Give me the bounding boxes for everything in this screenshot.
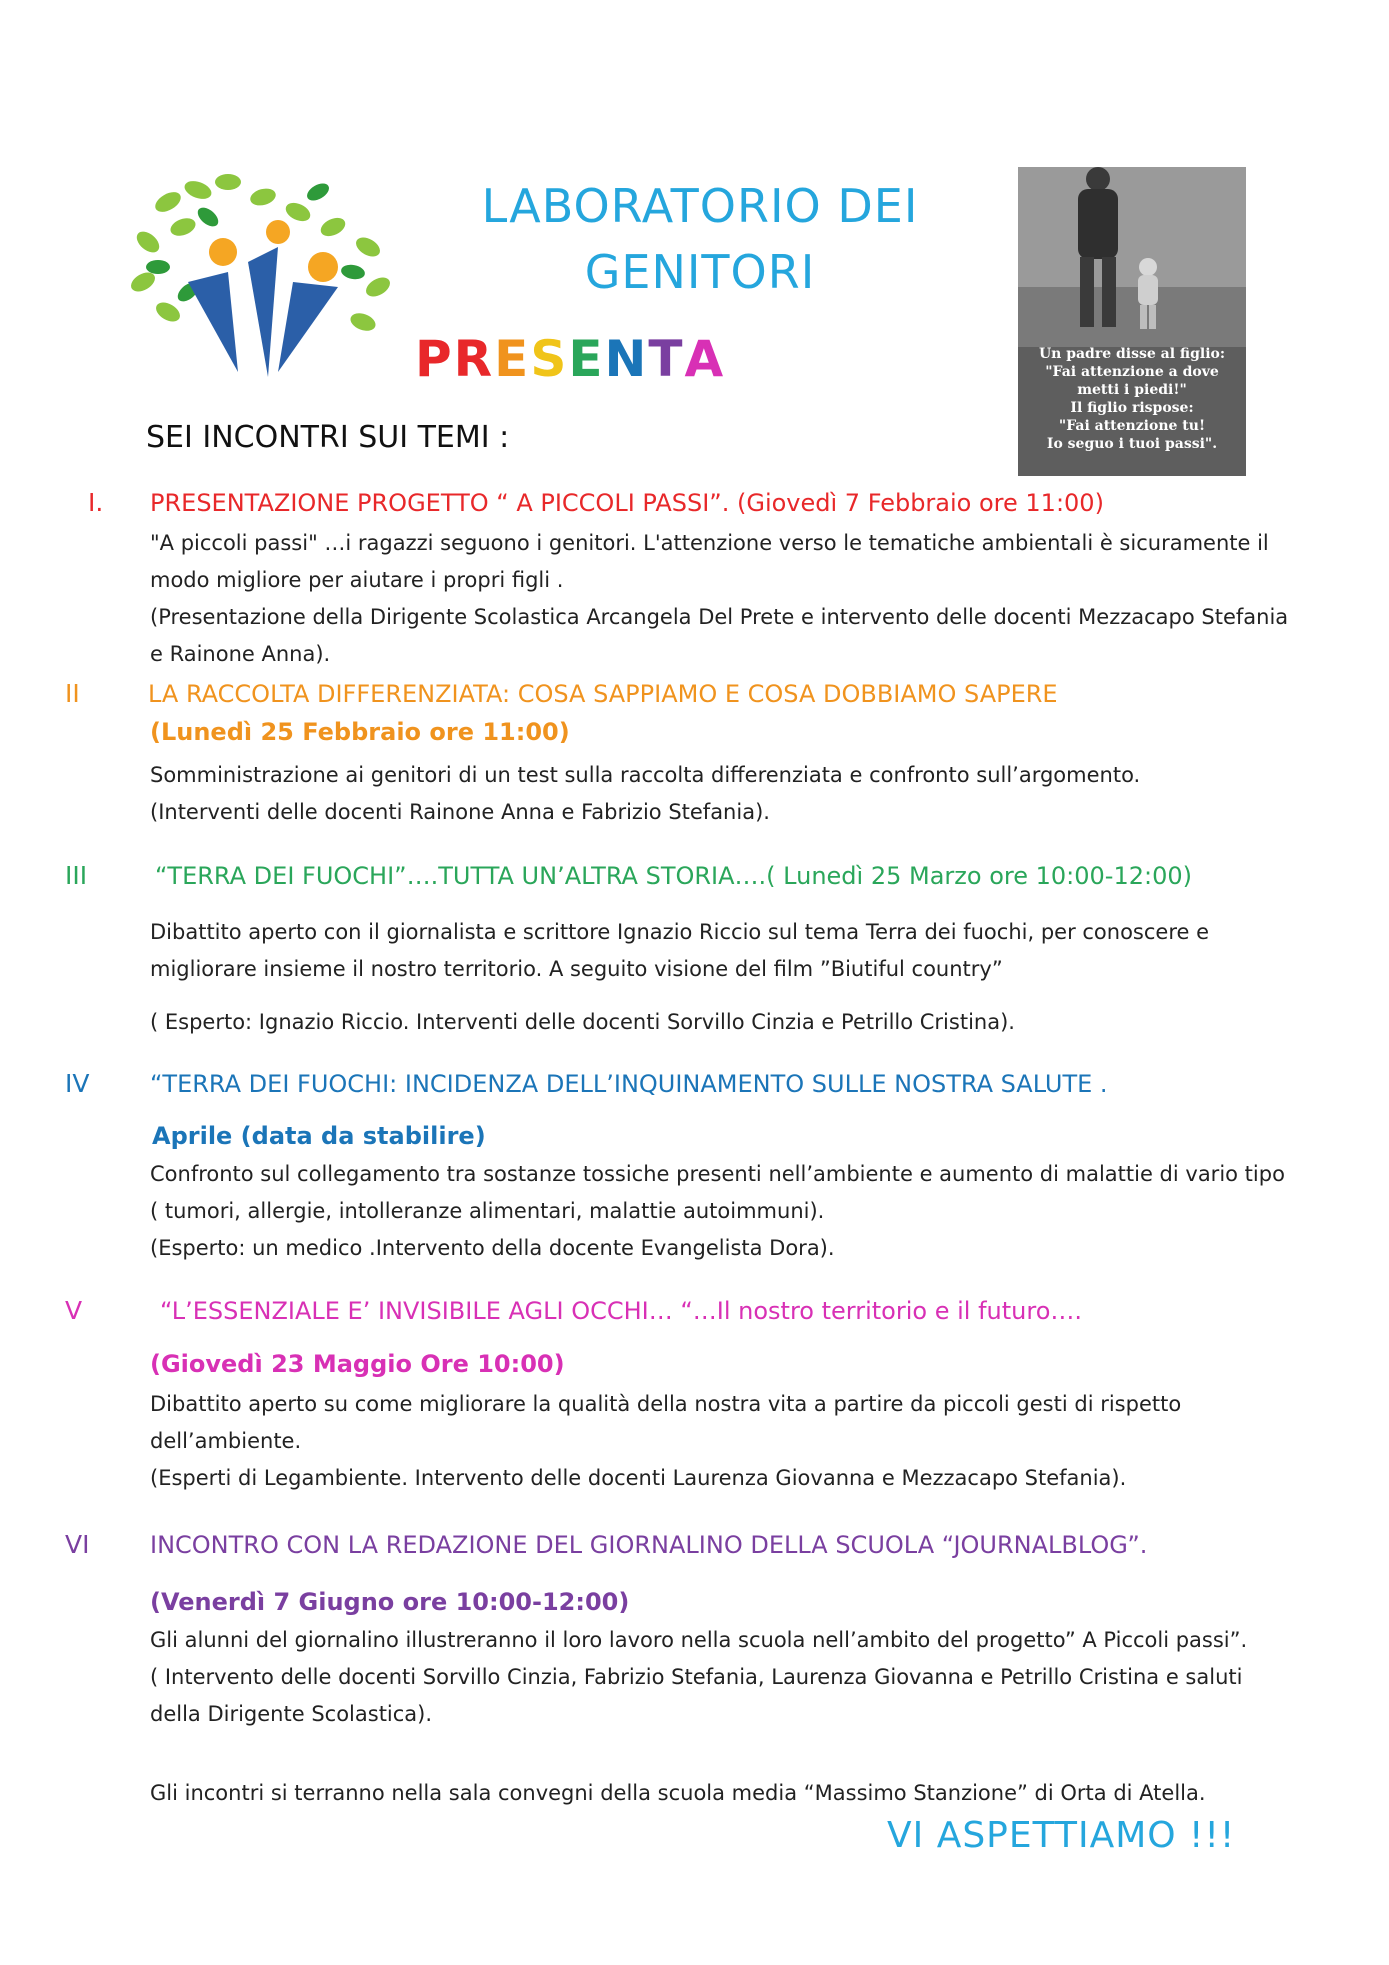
body-line: Somministrazione ai genitori di un test sulla raccolta differenziata e confronto sull’argomento. [150,763,1141,787]
body-line: Dibattito aperto su come migliorare la qualità della nostra vita a partire da piccoli gesti di rispetto [150,1392,1182,1416]
body-line: Gli alunni del giornalino illustreranno il loro lavoro nella scuola nell’ambito del progetto” A Piccoli passi”. [150,1628,1248,1652]
section-1-numeral: I. [88,488,104,517]
body-line: (Presentazione della Dirigente Scolastica Arcangela Del Prete e intervento delle docenti Mezzacapo Stefania [150,605,1289,629]
section-1-body [150,525,1350,673]
section-2-numeral: II [65,679,80,708]
caption-line: Un padre disse al figlio: [1038,346,1226,362]
section-6-heading: INCONTRO CON LA REDAZIONE DEL GIORNALINO DELLA SCUOLA “JOURNALBLOG”. [150,1531,1148,1559]
caption-line: "Fai attenzione a dove [1045,364,1219,380]
body-line: (Esperti di Legambiente. Intervento delle docenti Laurenza Giovanna e Mezzacapo Stefania). [150,1466,1127,1490]
body-line: "A piccoli passi" …i ragazzi seguono i genitori. L'attenzione verso le tematiche ambientali è sicuramente il [150,531,1269,555]
presenta-letter: N [604,330,649,388]
presenta-letter: S [530,330,569,388]
section-5-heading: “L’ESSENZIALE E’ INVISIBILE AGLI OCCHI… “…Il nostro territorio e il futuro…. [160,1297,1083,1325]
father-son-photo [1018,167,1246,476]
section-6-date: (Venerdì 7 Giugno ore 10:00-12:00) [150,1588,630,1616]
section-4-numeral: IV [65,1069,90,1098]
presenta-letter: E [568,330,605,388]
location-note: Gli incontri si terranno nella sala convegni della scuola media “Massimo Stanzione” di Orta di Atella. [150,1781,1206,1805]
caption-line: Io seguo i tuoi passi". [1046,436,1218,452]
section-4-heading: “TERRA DEI FUOCHI: INCIDENZA DELL’INQUINAMENTO SULLE NOSTRA SALUTE . [150,1070,1108,1098]
presenta-letter: P [415,330,454,388]
photo-caption [1018,345,1246,453]
section-4-date: Aprile (data da stabilire) [152,1122,486,1150]
body-line: Dibattito aperto con il giornalista e scrittore Ignazio Riccio sul tema Terra dei fuochi, per conoscere e [150,920,1210,944]
section-3-experts: ( Esperto: Ignazio Riccio. Interventi delle docenti Sorvillo Cinzia e Petrillo Cristina). [150,1010,1015,1034]
presenta-letter: T [648,330,685,388]
body-line: (Interventi delle docenti Rainone Anna e Fabrizio Stefania). [150,800,770,824]
presenta-letter: E [494,330,531,388]
section-5-body [150,1386,1350,1497]
section-5-numeral: V [65,1296,83,1325]
section-6-body [150,1622,1350,1733]
body-line: e Rainone Anna). [150,642,331,666]
section-4-body [150,1156,1350,1267]
caption-line: "Fai attenzione tu! [1058,418,1206,434]
body-line: ( tumori, allergie, intolleranze alimentari, malattie autoimmuni). [150,1199,825,1223]
body-line: modo migliore per aiutare i propri figli . [150,568,564,592]
caption-line: Il figlio rispose: [1070,400,1194,416]
presenta-letter: A [684,330,726,388]
caption-line: metti i piedi!" [1077,382,1187,398]
presenta-letter: R [453,330,495,388]
body-line: migliorare insieme il nostro territorio. A seguito visione del film ”Biutiful country” [150,957,1003,981]
section-1-heading: PRESENTAZIONE PROGETTO “ A PICCOLI PASSI”. (Giovedì 7 Febbraio ore 11:00) [150,489,1104,517]
section-3-numeral: III [65,861,88,890]
section-3-heading: “TERRA DEI FUOCHI”….TUTTA UN’ALTRA STORIA….( Lunedì 25 Marzo ore 10:00-12:00) [155,862,1192,890]
section-2-body [150,757,1350,831]
body-line: Confronto sul collegamento tra sostanze tossiche presenti nell’ambiente e aumento di malattie di vario tipo [150,1162,1285,1186]
section-5-date: (Giovedì 23 Maggio Ore 10:00) [150,1350,565,1378]
intro-text: SEI INCONTRI SUI TEMI : [146,420,510,455]
section-6-numeral: VI [65,1530,90,1559]
section-2-date: (Lunedì 25 Febbraio ore 11:00) [150,718,570,746]
body-line: dell’ambiente. [150,1429,302,1453]
body-line: (Esperto: un medico .Intervento della docente Evangelista Dora). [150,1236,835,1260]
presenta-heading [415,330,725,388]
page-title-line2: GENITORI [584,245,816,299]
body-line: della Dirigente Scolastica). [150,1702,433,1726]
section-3-body [150,914,1350,988]
page-title: LABORATORIO DEI [481,179,919,233]
body-line: ( Intervento delle docenti Sorvillo Cinzia, Fabrizio Stefania, Laurenza Giovanna e Petrillo Cristina e saluti [150,1665,1243,1689]
tree-logo-icon [128,172,398,387]
closing-message: VI ASPETTIAMO !!! [887,1815,1236,1856]
section-2-heading: LA RACCOLTA DIFFERENZIATA: COSA SAPPIAMO E COSA DOBBIAMO SAPERE [148,680,1058,708]
